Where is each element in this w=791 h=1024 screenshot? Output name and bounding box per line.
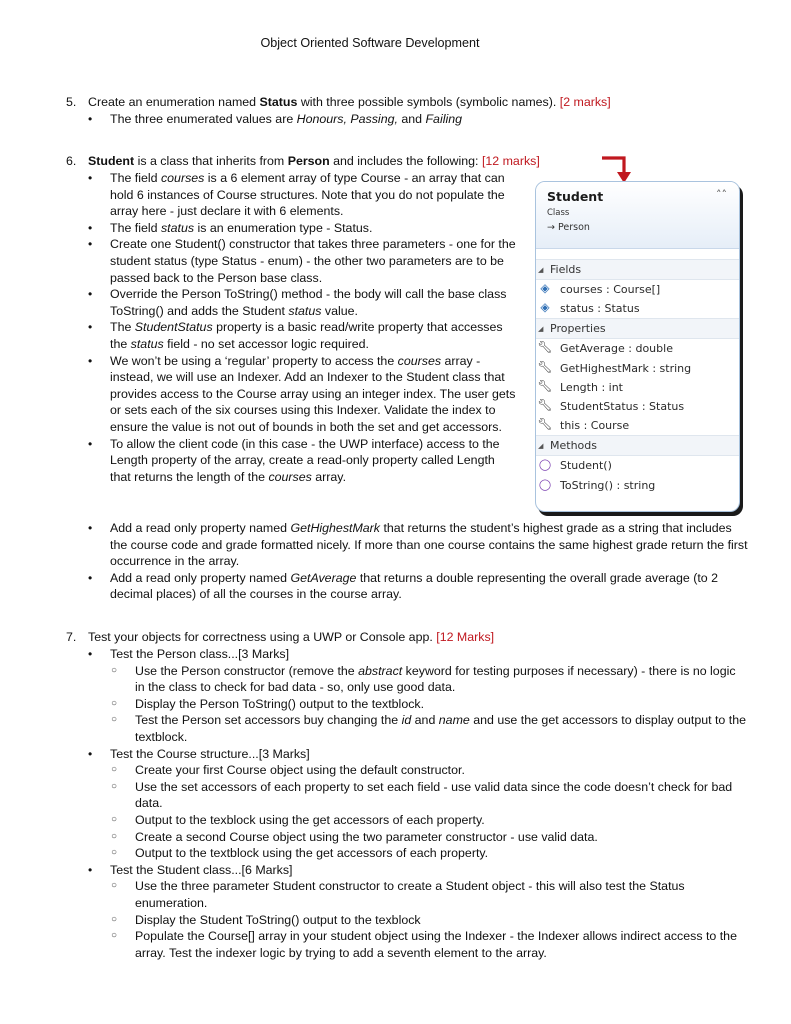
property-item: [536, 378, 739, 397]
sub-list-item: ○ Create a second Course object using the two parameter constructor - use valid data.: [110, 829, 748, 846]
text-italic: name: [438, 713, 470, 728]
sub-list-item: [110, 712, 748, 745]
text-italic: GetAverage: [290, 570, 357, 585]
property-item: [536, 416, 739, 435]
expand-triangle-icon: ◢: [538, 325, 544, 334]
question-text: [88, 629, 494, 645]
list-item: [88, 570, 748, 603]
sub-list-item: ○ Display the Student ToString() output to the texblock: [110, 912, 748, 929]
question-text: [88, 94, 611, 110]
text: Use the Person constructor (remove the: [135, 663, 359, 678]
text-italic: courses: [160, 171, 205, 185]
properties-section-header[interactable]: [536, 318, 739, 339]
text: Add a read only property named: [110, 570, 291, 585]
field-item: [536, 299, 739, 318]
list-item: [88, 646, 748, 746]
property-item: [536, 339, 739, 358]
text-italic: status: [160, 220, 195, 235]
spacer: [536, 249, 739, 259]
member-label: ToString() : string: [560, 478, 656, 492]
methods-section-header[interactable]: [536, 435, 739, 456]
text-bold: Student: [88, 154, 135, 168]
sub-list: [110, 878, 748, 961]
class-kind: Class: [547, 208, 570, 218]
field-item: [536, 280, 739, 299]
question-number: 7.: [66, 630, 77, 644]
member-label: Length : int: [560, 380, 623, 394]
text: array.: [311, 469, 347, 484]
wrench-icon: 🔧︎: [537, 417, 553, 432]
property-item: [536, 397, 739, 416]
list-item: • Create one Student() constructor that takes three parameters - one for the student status (type Status - enum) - the other two parameters are to be passed back to the Person base class.: [88, 236, 516, 286]
text: and use the get accessors to display output to the textblock.: [135, 713, 746, 744]
method-item: [536, 476, 739, 495]
text: The field: [110, 220, 161, 235]
bullet-list: [88, 170, 516, 485]
text-bold: Status: [259, 95, 298, 109]
question-number: 6.: [66, 154, 77, 168]
member-label: StudentStatus : Status: [560, 399, 685, 413]
bullet-list: [88, 646, 748, 961]
page-header: Object Oriented Software Development: [260, 36, 480, 50]
sub-list-item: ○ Display the Person ToString() output to the textblock.: [110, 696, 748, 713]
list-item: [88, 353, 516, 436]
section-label: Properties: [550, 322, 606, 336]
text: Test your objects for correctness using a UWP or Console app.: [88, 630, 437, 644]
text-italic: id: [401, 713, 412, 728]
wrench-icon: 🔧︎: [537, 359, 553, 374]
subsection-title: Test the Person class...[3 Marks]: [110, 647, 290, 661]
class-header: [536, 182, 739, 249]
fields-section-header[interactable]: [536, 259, 739, 280]
text: that returns a double representing the overall grade average (to 2 decimal places) of all the courses in the course array.: [110, 570, 718, 602]
text: with three possible symbols (symbolic names).: [297, 95, 560, 109]
text: property is a basic read/write property that accesses the: [110, 320, 503, 351]
text: To allow the client code (in this case - the UWP interface) access to the Length property of the array, create a read-only property called Length that returns the length of the: [110, 436, 500, 484]
sub-list-item: ○ Use the three parameter Student constructor to create a Student object - this will also test the Status enumeration.: [110, 878, 748, 911]
text: The field: [110, 171, 161, 185]
text: The three enumerated values are: [110, 112, 297, 126]
text: field - no set accessor logic required.: [163, 336, 369, 351]
sub-list: [110, 762, 748, 862]
list-item: [88, 319, 516, 352]
text: The: [110, 320, 135, 335]
list-item: [88, 520, 748, 570]
text: array - instead, we will use an Indexer. Add an Indexer to the Student class that provides access to the Course array using an integer index. The user gets or sets each of the six courses using this Indexer. Validate the index to ensure the value is not out of bounds in both the set and get accessors.: [110, 353, 516, 434]
member-label: courses : Course[]: [560, 283, 661, 296]
section-label: Methods: [550, 439, 597, 453]
member-label: Student(): [560, 459, 612, 473]
base-class: → Person: [547, 222, 590, 233]
section-label: Fields: [550, 263, 582, 276]
marks-label: [2 marks]: [559, 95, 611, 109]
text-italic: GetHighestMark: [290, 521, 380, 535]
list-item: [88, 862, 748, 962]
text: and: [397, 112, 426, 126]
text: Add a read only property named: [110, 521, 291, 535]
subsection-title: Test the Student class...[6 Marks]: [110, 862, 293, 877]
marks-label: [12 marks]: [481, 154, 540, 168]
sub-list-item: ○ Output to the textblock using the get accessors of each property.: [110, 845, 748, 862]
wrench-icon: 🔧︎: [537, 340, 553, 355]
sub-list-item: ○ Populate the Course[] array in your student object using the Indexer - the Indexer allows indirect access to the array. Test the indexer logic by trying to add a seventh element to the array.: [110, 928, 748, 961]
member-label: this : Course: [560, 419, 630, 433]
collapse-icon[interactable]: ˄˄: [716, 188, 727, 201]
sub-list: [110, 663, 748, 746]
method-icon: ◯: [538, 458, 552, 472]
method-item: [536, 456, 739, 475]
text: is a class that inherits from: [134, 154, 288, 168]
member-label: GetAverage : double: [560, 342, 673, 356]
property-item: [536, 359, 739, 378]
sub-list-item: ○ Create your first Course object using the default constructor.: [110, 762, 748, 779]
bullet-list: [88, 111, 748, 128]
bullet-list: [88, 520, 748, 603]
text-italic: status: [130, 336, 164, 351]
list-item: [88, 746, 748, 862]
text-italic: courses: [397, 353, 442, 368]
question-text: [88, 153, 540, 169]
sub-list-item: ○ Output to the texblock using the get accessors of each property.: [110, 812, 748, 829]
class-name: Student: [547, 189, 604, 204]
text-italic: Honours, Passing,: [296, 112, 398, 126]
class-diagram: [535, 181, 740, 512]
field-icon: ◈: [540, 281, 550, 295]
text-italic: StudentStatus: [134, 320, 213, 335]
list-item: [88, 220, 516, 237]
text-italic: courses: [268, 469, 312, 484]
member-label: status : Status: [560, 302, 640, 316]
question-number: 5.: [66, 95, 77, 109]
text: We won’t be using a ‘regular’ property to access the: [110, 353, 398, 368]
text: Create an enumeration named: [88, 95, 260, 109]
sub-list-item: [110, 663, 748, 696]
text-italic: status: [288, 303, 322, 318]
text: is a 6 element array of type Course - an array that can hold 6 instances of Course structures. Note that you do not populate the array here - just declare it with 6 elements.: [110, 171, 505, 219]
list-item: [88, 111, 748, 128]
expand-triangle-icon: ◢: [538, 266, 544, 274]
sub-list-item: ○ Use the set accessors of each property to set each field - use valid data since the code doesn’t check for bad data.: [110, 779, 748, 812]
text: keyword for testing purposes if necessary) - there is no logic in the class to check for bad data - so, only use good data.: [135, 663, 736, 695]
text: Override the Person ToString() method - the body will call the base class ToString() and adds the Student: [110, 287, 507, 318]
expand-triangle-icon: ◢: [538, 442, 544, 451]
field-icon: ◈: [540, 300, 550, 315]
text: and: [411, 713, 439, 728]
member-label: GetHighestMark : string: [560, 361, 692, 375]
list-item: [88, 436, 516, 486]
text-italic: Failing: [425, 112, 462, 126]
marks-label: [12 Marks]: [436, 630, 495, 644]
text: is an enumeration type - Status.: [194, 220, 373, 235]
text: that returns the student’s highest grade as a string that includes the course code and grade formatted nicely. If more than one course contains the same highest grade return the first occurrence in the array.: [110, 521, 748, 569]
subsection-title: Test the Course structure...[3 Marks]: [110, 746, 310, 761]
wrench-icon: 🔧︎: [537, 378, 553, 393]
text: and includes the following:: [329, 154, 482, 168]
text-bold: Person: [287, 154, 330, 168]
text-italic: abstract: [358, 663, 403, 678]
text: value.: [321, 303, 358, 318]
method-icon: ◯: [538, 477, 552, 491]
text: Test the Person set accessors buy changing the: [135, 713, 402, 728]
list-item: [88, 286, 516, 319]
wrench-icon: 🔧︎: [537, 397, 553, 412]
list-item: [88, 170, 516, 220]
